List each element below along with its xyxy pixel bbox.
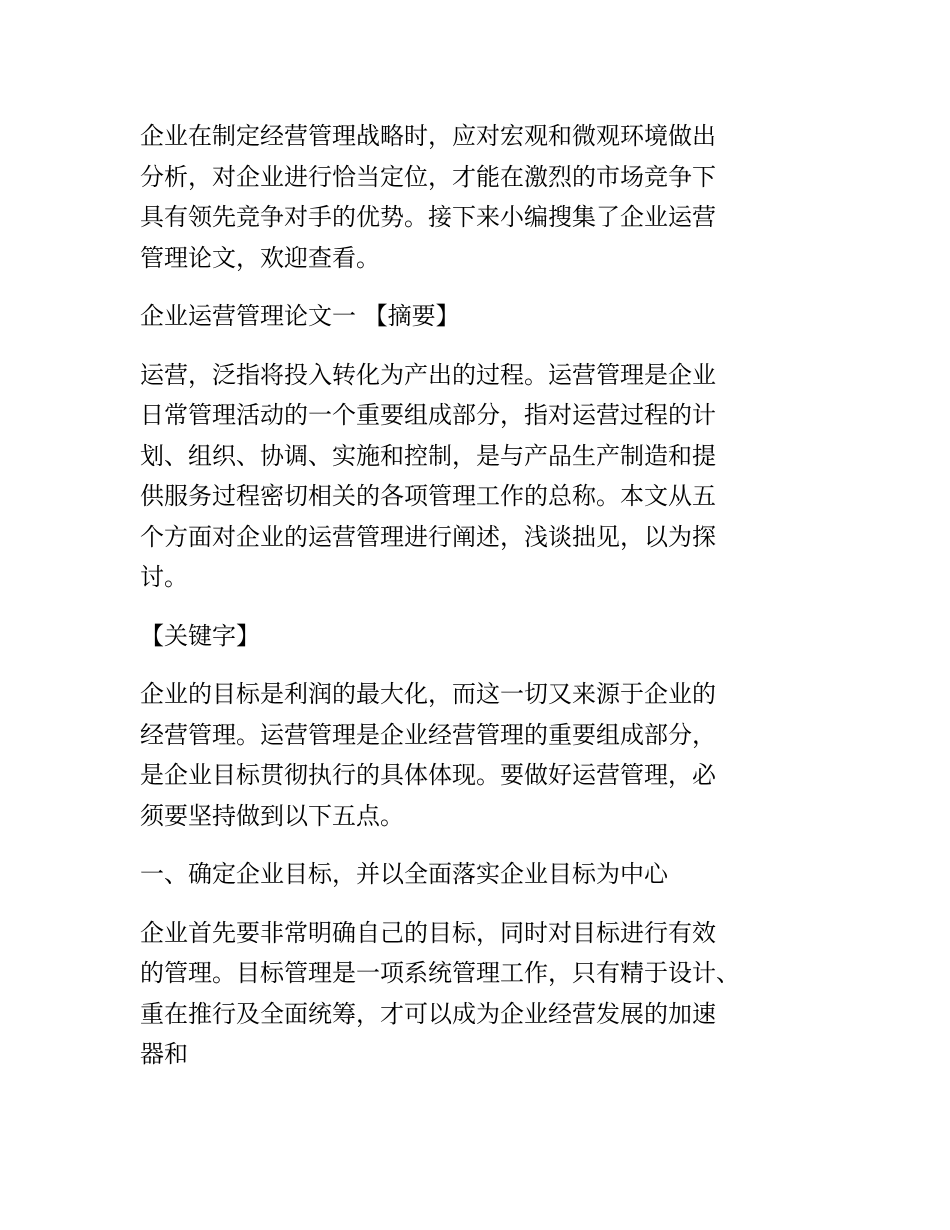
paragraph-spacer	[140, 278, 805, 296]
paragraph-spacer	[140, 656, 805, 674]
keywords-paragraph	[140, 674, 805, 836]
text-line: 讨。	[140, 563, 188, 591]
text-line: 重在推行及全面统筹，才可以成为企业经营发展的加速	[140, 999, 716, 1028]
abstract-paragraph	[140, 355, 805, 598]
text-line: 企业运营管理论文一 【摘要】	[140, 302, 460, 330]
section-1-paragraph	[140, 913, 805, 1075]
text-line: 运营，泛指将投入转化为产出的过程。运营管理是企业	[140, 360, 716, 389]
text-line: 器和	[140, 1040, 188, 1068]
text-line: 企业首先要非常明确自己的目标，同时对目标进行有效	[140, 918, 716, 947]
paragraph-spacer	[140, 598, 805, 616]
text-line: 须要坚持做到以下五点。	[140, 801, 404, 830]
text-line: 日常管理活动的一个重要组成部分，指对运营过程的计	[140, 401, 716, 429]
intro-paragraph	[140, 116, 805, 278]
text-line: 的管理。目标管理是一项系统管理工作，只有精于设计、	[140, 959, 740, 987]
text-line: 具有领先竞争对手的优势。接下来小编搜集了企业运营	[140, 203, 716, 231]
text-line: 分析，对企业进行恰当定位，才能在激烈的市场竞争下	[140, 162, 716, 191]
text-line: 企业的目标是利润的最大化，而这一切又来源于企业的	[140, 680, 716, 708]
text-line: 经营管理。运营管理是企业经营管理的重要组成部分，	[140, 720, 716, 749]
text-line: 是企业目标贯彻执行的具体体现。要做好运营管理，必	[140, 761, 716, 789]
text-line: 划、组织、协调、实施和控制，是与产品生产制造和提	[140, 441, 716, 470]
text-line: 供服务过程密切相关的各项管理工作的总称。本文从五	[140, 482, 716, 510]
text-line: 一、确定企业目标，并以全面落实企业目标为中心	[140, 860, 668, 888]
text-line: 企业在制定经营管理战略时，应对宏观和微观环境做出	[140, 122, 716, 150]
document-body	[140, 116, 805, 1075]
paragraph-spacer	[140, 895, 805, 913]
section-1-heading	[140, 854, 805, 895]
abstract-heading	[140, 296, 805, 337]
text-line: 管理论文，欢迎查看。	[140, 243, 380, 272]
paragraph-spacer	[140, 836, 805, 854]
text-line: 【关键字】	[140, 621, 260, 650]
paragraph-spacer	[140, 337, 805, 355]
keywords-heading	[140, 616, 805, 657]
text-line: 个方面对企业的运营管理进行阐述，浅谈拙见，以为探	[140, 522, 716, 551]
